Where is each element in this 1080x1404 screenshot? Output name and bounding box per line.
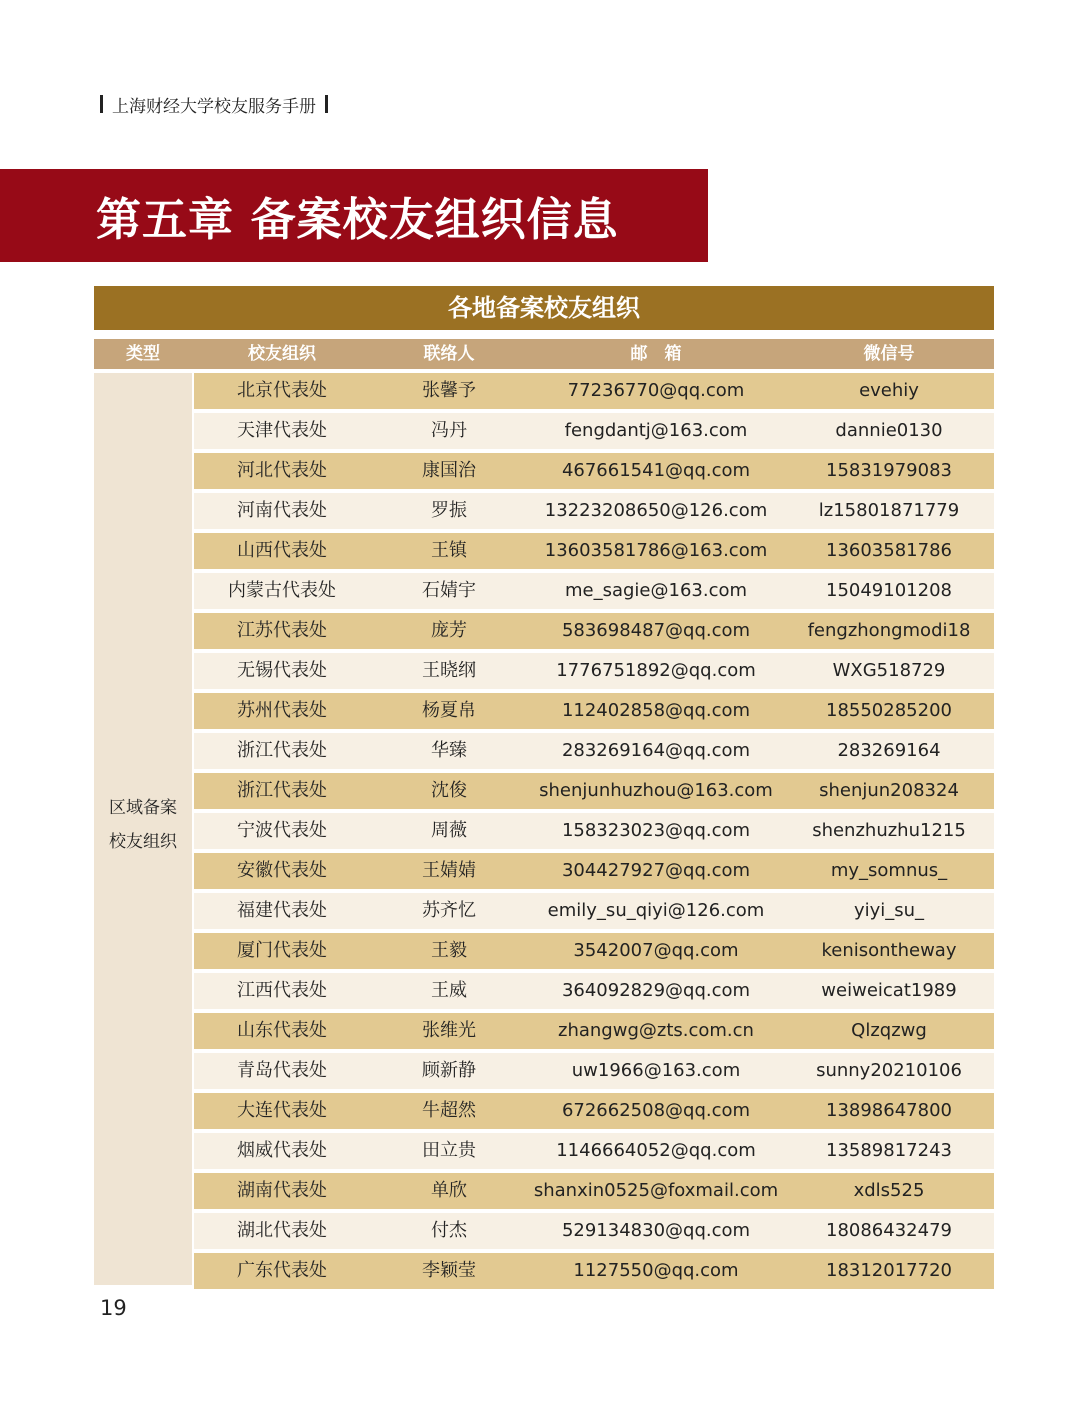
page-number: 19 bbox=[100, 1296, 127, 1320]
org-cell: 福建代表处 bbox=[237, 900, 327, 921]
table-row bbox=[194, 1173, 994, 1209]
org-cell: 烟威代表处 bbox=[237, 1140, 327, 1161]
table-row bbox=[194, 1253, 994, 1289]
email-cell: fengdantj@163.com bbox=[564, 420, 748, 441]
email-cell: 583698487@qq.com bbox=[561, 620, 751, 641]
wechat-cell: my_somnus_ bbox=[830, 860, 948, 881]
table-row bbox=[194, 1053, 994, 1089]
email-cell: 1127550@qq.com bbox=[573, 1260, 739, 1281]
wechat-cell: 13603581786 bbox=[826, 540, 952, 561]
contact-cell: 王晓纲 bbox=[422, 660, 476, 681]
wechat-cell: lz15801871779 bbox=[818, 500, 960, 521]
wechat-cell: 18312017720 bbox=[826, 1260, 952, 1281]
email-cell: emily_su_qiyi@126.com bbox=[547, 900, 765, 921]
org-cell: 江苏代表处 bbox=[237, 620, 327, 641]
org-cell: 山东代表处 bbox=[237, 1020, 327, 1041]
email-cell: 77236770@qq.com bbox=[567, 380, 745, 401]
table-row bbox=[194, 613, 994, 649]
org-cell: 北京代表处 bbox=[237, 380, 327, 401]
wechat-cell: 18086432479 bbox=[826, 1220, 952, 1241]
wechat-cell: weiweicat1989 bbox=[821, 980, 957, 1001]
email-cell: 158323023@qq.com bbox=[561, 820, 751, 841]
wechat-cell: kenisontheway bbox=[821, 940, 957, 961]
wechat-cell: Qlzqzwg bbox=[851, 1020, 927, 1041]
org-cell: 浙江代表处 bbox=[237, 780, 327, 801]
email-cell: 1776751892@qq.com bbox=[556, 660, 756, 681]
org-cell: 湖南代表处 bbox=[237, 1180, 327, 1201]
contact-cell: 牛超然 bbox=[422, 1100, 476, 1121]
contact-cell: 康国治 bbox=[422, 460, 476, 481]
contact-cell: 罗振 bbox=[431, 500, 467, 521]
contact-cell: 杨夏帛 bbox=[422, 700, 476, 721]
column-header-email: 邮 箱 bbox=[630, 344, 682, 364]
email-cell: 13223208650@126.com bbox=[544, 500, 768, 521]
table-row bbox=[194, 773, 994, 809]
wechat-cell: 13589817243 bbox=[826, 1140, 952, 1161]
contact-cell: 沈俊 bbox=[431, 780, 467, 801]
column-header-wechat: 微信号 bbox=[863, 344, 915, 364]
org-cell: 安徽代表处 bbox=[237, 860, 327, 881]
contact-cell: 张维光 bbox=[422, 1020, 476, 1041]
email-cell: zhangwg@zts.com.cn bbox=[558, 1020, 754, 1041]
table-row bbox=[194, 453, 994, 489]
contact-cell: 顾新静 bbox=[422, 1060, 476, 1081]
email-cell: shenjunhuzhou@163.com bbox=[539, 780, 773, 801]
table-row bbox=[194, 1133, 994, 1169]
org-cell: 大连代表处 bbox=[237, 1100, 327, 1121]
header-bar-left bbox=[100, 95, 103, 113]
email-cell: 467661541@qq.com bbox=[561, 460, 751, 481]
table-row bbox=[194, 653, 994, 689]
table-row bbox=[194, 373, 994, 409]
contact-cell: 华臻 bbox=[431, 740, 467, 761]
wechat-cell: sunny20210106 bbox=[816, 1060, 962, 1081]
email-cell: 283269164@qq.com bbox=[561, 740, 751, 761]
contact-cell: 苏齐忆 bbox=[422, 900, 476, 921]
type-label-line-1: 区域备案 bbox=[109, 798, 177, 818]
contact-cell: 王婧婧 bbox=[422, 860, 476, 881]
wechat-cell: 15049101208 bbox=[826, 580, 952, 601]
email-cell: 112402858@qq.com bbox=[561, 700, 751, 721]
contact-cell: 张馨予 bbox=[422, 380, 476, 401]
email-cell: 3542007@qq.com bbox=[573, 940, 739, 961]
org-cell: 苏州代表处 bbox=[237, 700, 327, 721]
table-row bbox=[194, 413, 994, 449]
wechat-cell: 283269164 bbox=[837, 740, 941, 761]
wechat-cell: shenjun208324 bbox=[819, 780, 959, 801]
contact-cell: 周薇 bbox=[431, 820, 467, 841]
column-header-type: 类型 bbox=[126, 344, 160, 364]
type-label-line-2: 校友组织 bbox=[109, 832, 177, 852]
wechat-cell: 15831979083 bbox=[826, 460, 952, 481]
email-cell: uw1966@163.com bbox=[571, 1060, 741, 1081]
org-cell: 无锡代表处 bbox=[237, 660, 327, 681]
email-cell: 1146664052@qq.com bbox=[556, 1140, 756, 1161]
contact-cell: 庞芳 bbox=[431, 620, 467, 641]
table-row bbox=[194, 693, 994, 729]
table-row bbox=[194, 973, 994, 1009]
table-row bbox=[194, 1093, 994, 1129]
type-cell bbox=[94, 373, 192, 1285]
type-label bbox=[94, 791, 192, 859]
contact-cell: 田立贵 bbox=[422, 1140, 476, 1161]
table-row bbox=[194, 493, 994, 529]
table-row bbox=[194, 933, 994, 969]
table-title: 各地备案校友组织 bbox=[94, 286, 994, 330]
wechat-cell: evehiy bbox=[859, 380, 919, 401]
header-bar-right bbox=[325, 95, 328, 113]
table-row bbox=[194, 853, 994, 889]
column-header-row bbox=[94, 339, 994, 369]
contact-cell: 付杰 bbox=[431, 1220, 467, 1241]
table-row bbox=[194, 813, 994, 849]
org-cell: 湖北代表处 bbox=[237, 1220, 327, 1241]
org-cell: 天津代表处 bbox=[237, 420, 327, 441]
wechat-cell: 18550285200 bbox=[826, 700, 952, 721]
org-cell: 内蒙古代表处 bbox=[228, 580, 336, 601]
contact-cell: 石婧宇 bbox=[422, 580, 476, 601]
org-cell: 山西代表处 bbox=[237, 540, 327, 561]
email-cell: 529134830@qq.com bbox=[561, 1220, 751, 1241]
org-cell: 宁波代表处 bbox=[237, 820, 327, 841]
contact-cell: 李颖莹 bbox=[422, 1260, 476, 1281]
org-cell: 河南代表处 bbox=[237, 500, 327, 521]
column-header-contact: 联络人 bbox=[423, 344, 475, 364]
running-header bbox=[100, 92, 328, 116]
running-header-text: 上海财经大学校友服务手册 bbox=[112, 96, 316, 117]
wechat-cell: fengzhongmodi18 bbox=[807, 620, 971, 641]
wechat-cell: 13898647800 bbox=[826, 1100, 952, 1121]
table-row bbox=[194, 733, 994, 769]
table-row bbox=[194, 533, 994, 569]
contact-cell: 冯丹 bbox=[431, 420, 467, 441]
table-row bbox=[194, 573, 994, 609]
org-cell: 江西代表处 bbox=[237, 980, 327, 1001]
wechat-cell: xdls525 bbox=[853, 1180, 925, 1201]
email-cell: 672662508@qq.com bbox=[561, 1100, 751, 1121]
chapter-banner bbox=[0, 169, 708, 262]
wechat-cell: yiyi_su_ bbox=[853, 900, 925, 921]
table-row bbox=[194, 893, 994, 929]
org-cell: 浙江代表处 bbox=[237, 740, 327, 761]
wechat-cell: WXG518729 bbox=[832, 660, 946, 681]
wechat-cell: dannie0130 bbox=[835, 420, 943, 441]
contact-cell: 单欣 bbox=[431, 1180, 467, 1201]
org-cell: 广东代表处 bbox=[237, 1260, 327, 1281]
chapter-title: 第五章 备案校友组织信息 bbox=[96, 193, 619, 246]
table-row bbox=[194, 1213, 994, 1249]
column-header-org: 校友组织 bbox=[248, 344, 316, 364]
org-cell: 厦门代表处 bbox=[237, 940, 327, 961]
email-cell: 304427927@qq.com bbox=[561, 860, 751, 881]
contact-cell: 王威 bbox=[431, 980, 467, 1001]
org-cell: 青岛代表处 bbox=[237, 1060, 327, 1081]
email-cell: 13603581786@163.com bbox=[544, 540, 768, 561]
org-cell: 河北代表处 bbox=[237, 460, 327, 481]
table-row bbox=[194, 1013, 994, 1049]
wechat-cell: shenzhuzhu1215 bbox=[812, 820, 966, 841]
email-cell: me_sagie@163.com bbox=[564, 580, 748, 601]
email-cell: 364092829@qq.com bbox=[561, 980, 751, 1001]
email-cell: shanxin0525@foxmail.com bbox=[533, 1180, 779, 1201]
contact-cell: 王毅 bbox=[431, 940, 467, 961]
contact-cell: 王镇 bbox=[431, 540, 467, 561]
